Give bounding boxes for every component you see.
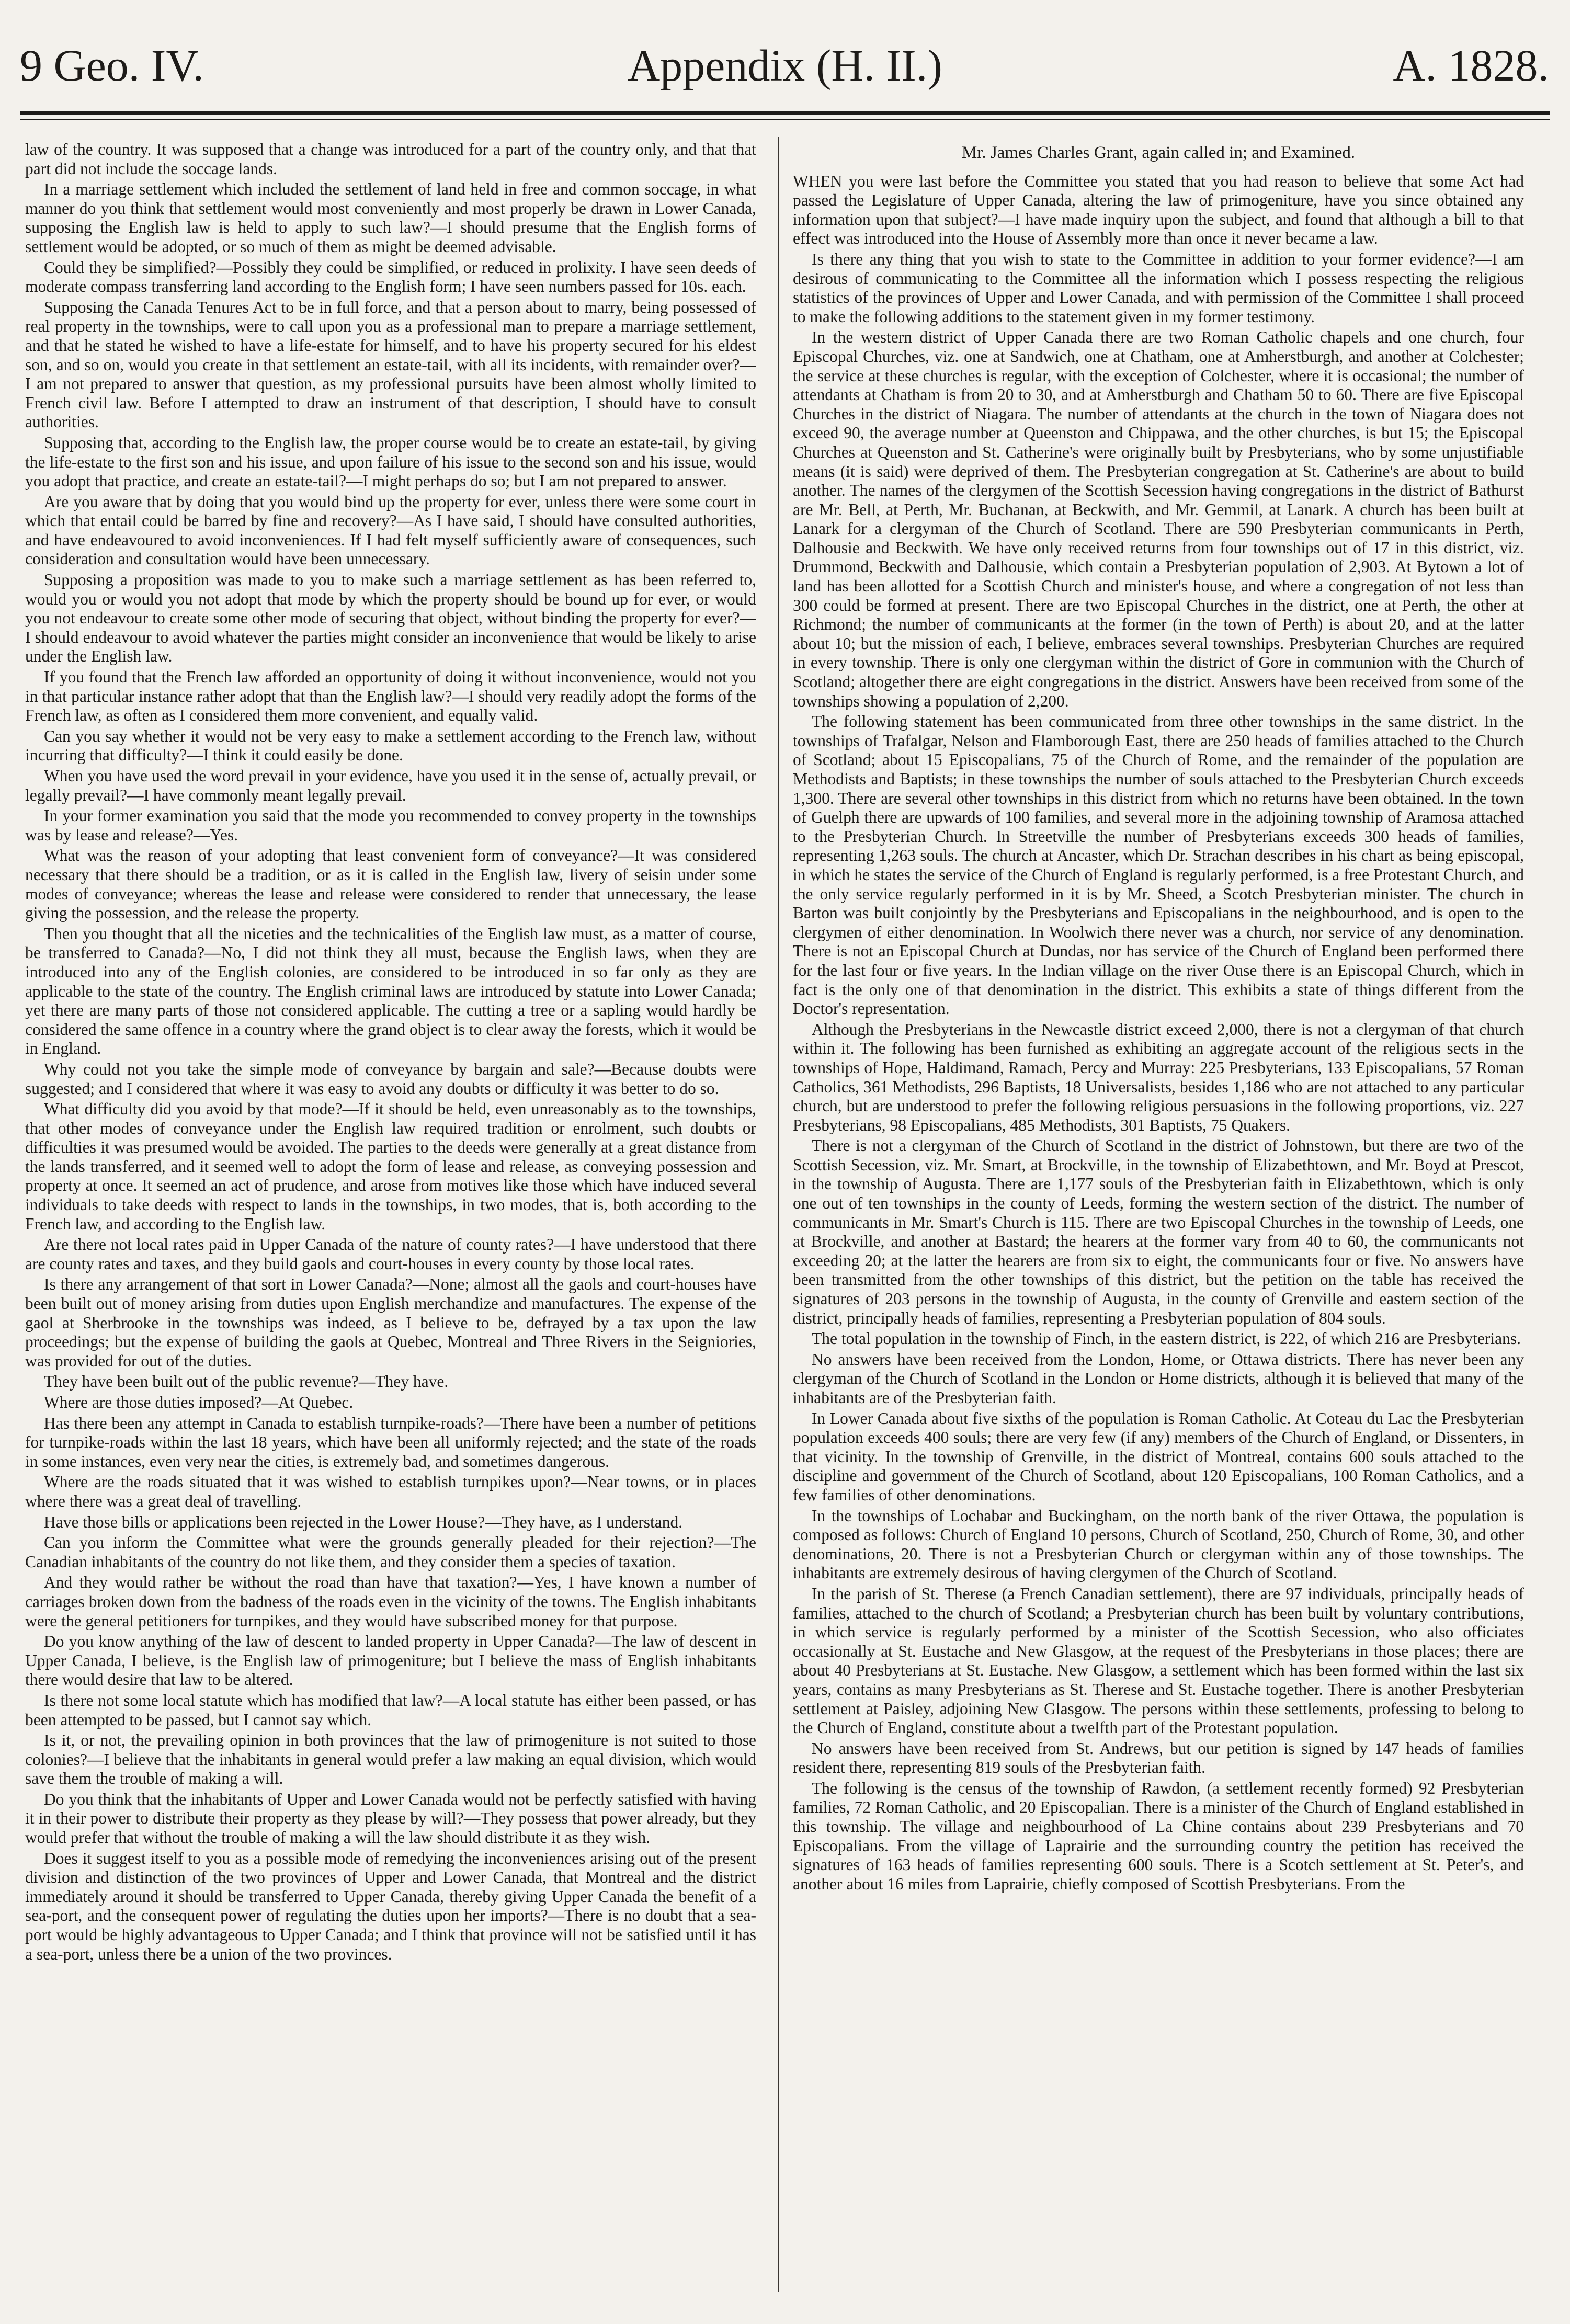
paragraph: Is there any arrangement of that sort in Lower Canada?—None; almost all the gaols and court-houses have been built out of money arising from duties upon English merchandize and manufactures. The expense of the gaol at Sherbrooke in the townships was indeed, as I believe to be, defrayed by a tax upon the law proceedings; but the expense of building the gaols at Quebec, Montreal and Three Rivers in the Seigniories, was provided for out of the duties. — [25, 1275, 756, 1370]
paragraph: Where are the roads situated that it was wished to establish turnpikes upon?—Near towns, or in places where there was a great deal of travelling. — [25, 1473, 756, 1510]
appendix-title: Appendix (H. II.) — [628, 40, 942, 90]
paragraph: No answers have been received from St. Andrews, but our petition is signed by 147 heads of families resident there, representing 819 souls of the Presbyterian faith. — [793, 1739, 1524, 1777]
witness-heading: Mr. James Charles Grant, again called in; and Examined. — [961, 143, 1356, 162]
paragraph: In the western district of Upper Canada there are two Roman Catholic chapels and one church, four Episcopal Churches, viz. one at Sandwich, one at Chatham, one at Amherstburgh, and another at Colchester; the service at these churches is regular, with the exception of Colchester, where it is occasional; the number of attendants at Chatham is from 20 to 30, and at Amherstburgh and Chatham 50 to 60. There are five Episcopal Churches in the district of Niagara. The number of attendants at the church in the town of Niagara does not exceed 90, the average number at Queenston and Chippawa, and the other churches, is but 15; the Episcopal Churches at Queenston and St. Catherine's were originally built by Presbyterians, who by some unjustifiable means (it is said) were deprived of them. The Presbyterian congregation at St. Catherine's are about to build another. The names of the clergymen of the Scottish Secession having congregations in the district of Bathurst are Mr. Bell, at Perth, Mr. Buchanan, at Beckwith, and Mr. Gemmil, at Lanark. A church has been built at Lanark for a clergyman of the Church of Scotland. There are 590 Presbyterian communicants in Perth, Dalhousie and Beckwith. We have only received returns from four townships out of 17 in this district, viz. Drummond, Beckwith and Dalhousie, which contain a Presbyterian population of 2,903. At Bytown a lot of land has been allotted for a Scottish Church and minister's house, and where a congregation of not less than 300 could be formed at present. There are two Episcopal Churches in the district, one at Perth, the other at Richmond; the number of communicants at the former (in the town of Perth) is about 20, and at the latter about 10; but the mission of each, I believe, embraces several townships. Presbyterian Churches are required in every township. There is only one clergyman within the district of Gore in communion with the Church of Scotland; altogether there are eight congregations in the district. Answers have been received from some of the townships showing a population of 2,200. — [793, 328, 1524, 710]
paragraph: Is it, or not, the prevailing opinion in both provinces that the law of primogeniture is not suited to those colonies?—I believe that the inhabitants in general would prefer a law making an equal division, which would save them the trouble of making a will. — [25, 1731, 756, 1788]
paragraph: Supposing the Canada Tenures Act to be in full force, and that a person about to marry, being possessed of real property in the townships, were to call upon you as a professional man to prepare a marriage settlement, and that he stated he wished to have a life-estate for himself, and to have his property secured for his eldest son, and so on, would you create in that settlement an estate-tail, with all its incidents, with remainder over?—I am not prepared to answer that question, as my professional pursuits have been almost wholly limited to French civil law. Before I attempted to draw an instrument of that description, I should have to consult authorities. — [25, 298, 756, 431]
header-rule-thick — [20, 111, 1550, 115]
paragraph: Has there been any attempt in Canada to establish turnpike-roads?—There have been a number of petitions for turnpike-roads within the last 18 years, which have been all uniformly rejected; and the state of the roads in some instances, even very near the cities, is extremely bad, and sometimes dangerous. — [25, 1414, 756, 1471]
paragraph: In the parish of St. Therese (a French Canadian settlement), there are 97 individuals, principally heads of families, attached to the church of Scotland; a Presbyterian church has been built by voluntary contributions, in which service is regularly performed by a minister of the Scottish Secession, who also officiates occasionally at St. Eustache and New Glasgow, at the request of the Presbyterians in those places; there are about 40 Presbyterians at St. Eustache. New Glasgow, a settlement which has been formed within the last six years, contains as many Presbyterians as St. Therese and St. Eustache together. There is another Presbyterian settlement at Paisley, adjoining New Glasgow. The persons within these settlements, professing to belong to the Church of England, constitute about a twelfth part of the Protestant population. — [793, 1584, 1524, 1737]
paragraph: When you have used the word prevail in your evidence, have you used it in the sense of, actually prevail, or legally prevail?—I have commonly meant legally prevail. — [25, 767, 756, 804]
paragraph: Are you aware that by doing that you would bind up the property for ever, unless there were some court in which that entail could be barred by fine and recovery?—As I have said, I should have consulted authorities, and have endeavoured to avoid inconveniences. If I had felt myself sufficiently aware of consequences, such consideration and consultation would have been unnecessary. — [25, 492, 756, 568]
paragraph: Could they be simplified?—Possibly they could be simplified, or reduced in prolixity. I have seen deeds of moderate compass transferring land according to the English form; I have seen numbers passed for 10s. each. — [25, 258, 756, 296]
paragraph: And they would rather be without the road than have that taxation?—Yes, I have known a number of carriages broken down from the badness of the roads even in the vicinity of the towns. The English inhabitants were the general petitioners for turnpikes, and they would have subscribed money for that purpose. — [25, 1573, 756, 1630]
paragraph: The following is the census of the township of Rawdon, (a settlement recently formed) 92 Presbyterian families, 72 Roman Catholic, and 20 Episcopalian. There is a minister of the Church of England established in this township. The village and neighbourhood of La Chine contains about 239 Presbyterians and 70 Episcopalians. From the village of Laprairie and the surrounding country the petition has received the signatures of 163 heads of families representing 600 souls. There is a Scotch settlement at St. Peter's, and another about 16 miles from Laprairie, chiefly composed of Scottish Presbyterians. From the — [793, 1779, 1524, 1893]
year-label: A. 1828. — [1393, 40, 1549, 90]
paragraph: The following statement has been communicated from three other townships in the same district. In the townships of Trafalgar, Nelson and Flamborough East, there are 250 heads of families attached to the Church of Scotland; about 15 Episcopalians, 75 of the Church of Rome, and the remainder of the population are Methodists and Baptists; in these townships the number of souls attached to the Presbyterian Church exceeds 1,300. There are several other townships in this district from which no returns have been obtained. In the town of Guelph there are upwards of 100 families, and several more in the adjoining township of Aramosa attached to the Presbyterian Church. In Streetville the number of Presbyterians exceeds 300 heads of families, representing 1,263 souls. The church at Ancaster, which Dr. Strachan describes in his chart as being episcopal, in which he states the service of the Church of England is regularly performed, is a free Protestant Church, and the only service regularly performed in it is by Mr. Sheed, a Scotch Presbyterian minister. The church in Barton was built conjointly by the Presbyterians and Episcopalians in the neighbourhood, and is open to the clergymen of either denomination. In Woolwich there never was a church, nor service of any denomination. There is not an Episcopal Church at Dundas, nor has service of the Church of England been performed there for the last four or five years. In the Indian village on the river Ouse there is an Episcopal Church, which in fact is the only one of that denomination in the district. This exhibits a state of things different from the Doctor's representation. — [793, 712, 1524, 1018]
paragraph: Have those bills or applications been rejected in the Lower House?—They have, as I understand. — [44, 1512, 683, 1531]
paragraph: Can you say whether it would not be very easy to make a settlement according to the French law, without incurring that difficulty?—I think it could easily be done. — [25, 726, 756, 765]
paragraph: What difficulty did you avoid by that mode?—If it should be held, even unreasonably as to the townships, that other modes of conveyance under the English law required tradition or enrolment, such doubts or difficulties it was presumed would be avoided. The parties to the deeds were generally at a great distance from the lands transferred, and it seemed well to adopt the form of lease and release, as conveying possession and property at once. It seemed an act of prudence, and arose from motives like those which have induced several individuals to take deeds with respect to lands in the townships, in two modes, that is, both according to the French law, and according to the English law. — [25, 1100, 756, 1233]
column-divider — [778, 137, 779, 2292]
right-column — [793, 140, 1524, 2289]
left-column — [25, 140, 756, 2289]
regnal-year: 9 Geo. IV. — [20, 40, 204, 90]
paragraph: The total population in the township of Finch, in the eastern district, is 222, of which 216 are Presbyterians. — [812, 1329, 1521, 1348]
paragraph: They have been built out of the public revenue?—They have. — [44, 1372, 449, 1391]
paragraph: Supposing a proposition was made to you to make such a marriage settlement as has been referred to, would you or would you not adopt that mode by which the property should be bound up for ever, or would you not endeavour to create some other mode of securing that object, without binding the property for ever?—I should endeavour to avoid whatever the parties might consider an inconvenience that would be likely to arise under the English law. — [25, 571, 756, 666]
paragraph: In the townships of Lochabar and Buckingham, on the north bank of the river Ottawa, the population is composed as follows: Church of England 10 persons, Church of Scotland, 250, Church of Rome, 30, and other denominations, 20. There is not a Presbyterian Church or clergyman within any of those townships. The inhabitants are extremely desirous of having clergymen of the Church of Scotland. — [793, 1506, 1524, 1582]
paragraph: Then you thought that all the niceties and the technicalities of the English law must, as a matter of course, be transferred to Canada?—No, I did not think they all must, because the English laws, when they are introduced into any of the English colonies, are considered to be introduced in so far only as they are applicable to the state of the country. The English criminal laws are introduced by statute into Lower Canada; yet there are many parts of those not considered applicable. The cutting a tree or a sapling would hardly be considered the same offence in a country where the grand object is to clear away the forests, which it would be in England. — [25, 924, 756, 1058]
paragraph: Is there not some local statute which has modified that law?—A local statute has either been passed, or has been attempted to be passed, but I cannot say which. — [25, 1691, 756, 1729]
paragraph: In Lower Canada about five sixths of the population is Roman Catholic. At Coteau du Lac the Presbyterian population exceeds 400 souls; there are very few (if any) members of the Church of England, or Dissenters, in that vicinity. In the township of Grenville, in the district of Montreal, contains 600 souls attached to the discipline and government of the Church of Scotland, about 120 Episcopalians, 100 Roman Catholics, and a few families of other denominations. — [793, 1409, 1524, 1504]
paragraph: Supposing that, according to the English law, the proper course would be to create an estate-tail, by giving the life-estate to the first son and his issue, and upon failure of his issue to the second son and his issue, would you adopt that practice, and create an estate-tail?—I might perhaps do so; but I am not prepared to answer. — [25, 433, 756, 491]
paragraph: law of the country. It was supposed that a change was introduced for a part of the country only, and that that part did not include the soccage lands. — [25, 140, 756, 178]
paragraph: If you found that the French law afforded an opportunity of doing it without inconvenience, would not you in that particular instance rather adopt that than the English law?—I should very readily adopt the forms of the French law, as often as I considered them more convenient, and equally valid. — [25, 668, 756, 725]
paragraph: Although the Presbyterians in the Newcastle district exceed 2,000, there is not a clergyman of that church within it. The following has been furnished as exhibiting an aggregate account of the religious sects in the townships of Hope, Haldimand, Ramach, Percy and Murray: 225 Presbyterians, 133 Episcopalians, 57 Roman Catholics, 361 Methodists, 296 Baptists, 18 Universalists, besides 1,186 who are not attached to any particular church, but are understood to prefer the following religious persuasions in the following proportions, viz. 227 Presbyterians, 98 Episcopalians, 485 Methodists, 301 Baptists, 75 Quakers. — [793, 1020, 1524, 1134]
paragraph: Where are those duties imposed?—At Quebec. — [44, 1393, 354, 1411]
paragraph: Why could not you take the simple mode of conveyance by bargain and sale?—Because doubts were suggested; and I considered that where it was easy to avoid any doubts or difficulty it was better to do so. — [25, 1060, 756, 1098]
paragraph: There is not a clergyman of the Church of Scotland in the district of Johnstown, but there are two of the Scottish Secession, viz. Mr. Smart, at Brockville, in the township of Elizabethtown, and Mr. Boyd at Prescot, in the township of Augusta. There are 1,177 souls of the Presbyterian faith in Elizabethtown, which is only one out of ten townships in the county of Leeds, forming the western section of the district. The number of communicants in Mr. Smart's Church is 115. There are two Episcopal Churches in the township of Leeds, one at Brockville, and another at Bastard; the hearers at the former vary from 40 to 60, the communicants not exceeding 20; at the latter the hearers are from six to eight, the communicants four or five. No answers have been transmitted from the other townships of this district, but the petition on the table has received the signatures of 203 persons in the township of Augusta, in the county of Grenville and eastern section of the district, principally heads of families, representing a Presbyterian population of 804 souls. — [793, 1136, 1524, 1327]
paragraph: In a marriage settlement which included the settlement of land held in free and common soccage, in what manner do you think that settlement would most conveniently and most properly be drawn in Lower Canada, supposing the English law is held to apply to such law?—I should presume that the English forms of settlement would be adopted, or so much of them as might be deemed advisable. — [25, 180, 756, 256]
paragraph: No answers have been received from the London, Home, or Ottawa districts. There has never been any clergyman of the Church of Scotland in the London or Home districts, although it is believed that many of the inhabitants are of the Presbyterian faith. — [793, 1350, 1524, 1407]
paragraph: Do you think that the inhabitants of Upper and Lower Canada would not be perfectly satisfied with having it in their power to distribute their property as they please by will?—They possess that power already, but they would prefer that without the trouble of making a will the law should distribute it as they wish. — [25, 1790, 756, 1847]
header-rule-thin — [20, 119, 1550, 120]
page-header — [0, 37, 1570, 110]
paragraph: Is there any thing that you wish to state to the Committee in addition to your former evidence?—I am desirous of communicating to the Committee all the information which I possess respecting the religious statistics of the provinces of Upper and Lower Canada, and with permission of the Committee I shall proceed to make the following additions to the statement given in my former testimony. — [793, 249, 1524, 326]
paragraph: Does it suggest itself to you as a possible mode of remedying the inconveniences arising out of the present division and distinction of the two provinces of Upper and Lower Canada, that Montreal and the district immediately around it should be transferred to Upper Canada, thereby giving Upper Canada the benefit of a sea-port, and the consequent power of regulating the duties upon her imports?—There is no doubt that a sea-port would be highly advantageous to Upper Canada; and I think that province will not be satisfied until it has a sea-port, unless there be a union of the two provinces. — [25, 1849, 756, 1963]
paragraph: What was the reason of your adopting that least convenient form of conveyance?—It was considered necessary that there should be a tradition, or as it is called in the English law, livery of seisin under some modes of conveyance; whereas the lease and release were considered to render that unnecessary, the lease giving the possession, and the release the property. — [25, 846, 756, 922]
paragraph: WHEN you were last before the Committee you stated that you had reason to believe that some Act had passed the Legislature of Upper Canada, altering the law of primogeniture, have you since obtained any information upon that subject?—I have made inquiry upon the subject, and found that although a bill to that effect was introduced into the House of Assembly more than once it never became a law. — [793, 172, 1524, 248]
paragraph: Can you inform the Committee what were the grounds generally pleaded for their rejection?—The Canadian inhabitants of the country do not like them, and they consider them a species of taxation. — [25, 1533, 756, 1571]
paragraph: Are there not local rates paid in Upper Canada of the nature of county rates?—I have understood that there are county rates and taxes, and they build gaols and court-houses in every county by those local rates. — [25, 1235, 756, 1273]
paragraph: In your former examination you said that the mode you recommended to convey property in the townships was by lease and release?—Yes. — [25, 806, 756, 844]
paragraph: Do you know anything of the law of descent to landed property in Upper Canada?—The law of descent in Upper Canada, I believe, is the English law of primogeniture; but I believe the mass of English inhabitants there would desire that law to be altered. — [25, 1632, 756, 1689]
